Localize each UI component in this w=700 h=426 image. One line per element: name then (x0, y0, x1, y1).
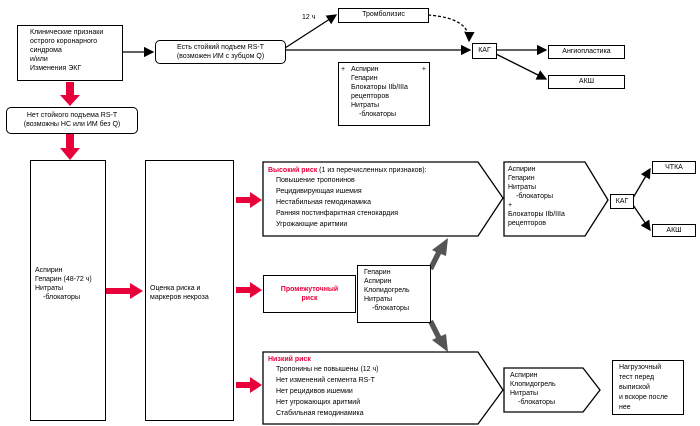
text: Блокаторы IIb/IIIa (351, 84, 408, 91)
text: Нитраты (508, 184, 537, 191)
low-risk-text (268, 355, 379, 419)
text: Есть стойкий подъем RS-T (177, 44, 264, 51)
text: нее (619, 404, 631, 411)
text: рецепторов (351, 93, 389, 100)
text: Клинические признаки (30, 29, 104, 36)
cabg-box-2: АКШ (652, 224, 696, 237)
text: Аспирин (510, 372, 538, 379)
start-box (17, 25, 123, 81)
high-risk-title: Высокий риск (268, 167, 318, 174)
text: и вскоре после (619, 394, 668, 401)
st-elevation-box (155, 40, 286, 64)
text: Нет стойкого подъема RS-T (26, 112, 118, 119)
ptca-box: ЧТКА (652, 161, 696, 174)
st-drugs-box (338, 62, 430, 126)
intermediate-risk-box: Промежуточный риск (263, 275, 356, 313)
intermediate-drugs-box (357, 265, 431, 323)
no-st-box (6, 107, 138, 134)
plus-sign: + (341, 66, 346, 73)
text: -блокаторы (516, 193, 553, 200)
text: Ранняя постинфарктная стенокардия (276, 210, 399, 217)
text: выпиской (619, 384, 650, 391)
stress-test-box (612, 360, 684, 415)
high-drugs-text (508, 165, 565, 228)
text: Гепарин (508, 175, 535, 182)
text: Аспирин (508, 166, 536, 173)
text: Оценка риска и (150, 285, 201, 292)
angioplasty-box: Ангиопластика (548, 45, 625, 59)
initial-therapy-box (30, 160, 106, 421)
text: Гепарин (364, 269, 391, 276)
text: Нет угрожающих аритмий (276, 399, 361, 406)
dashed-arrow (428, 15, 469, 41)
text: Аспирин (35, 267, 63, 274)
text: синдрома (30, 47, 62, 54)
hours-label: 12 ч (302, 14, 316, 21)
thrombolysis-box: Тромболизис (338, 8, 429, 23)
text: тест перед (619, 374, 655, 381)
text: рецепторов (508, 220, 546, 227)
text: Блокаторы IIb/IIIa (508, 211, 565, 218)
kag-box: КАГ (472, 43, 497, 59)
text: (1 из перечисленных признаков): (317, 167, 427, 174)
text: Стабильная гемодинамика (276, 410, 364, 417)
text: -блокаторы (43, 294, 80, 301)
text: (возможны НС или ИМ без Q) (23, 121, 121, 128)
text: маркеров некроза (150, 294, 209, 301)
text: -блокаторы (372, 305, 409, 312)
text: острого коронарного (30, 38, 98, 45)
grey-arrows (428, 238, 448, 352)
text: Изменения ЭКГ (30, 65, 82, 72)
cabg-box: АКШ (548, 75, 625, 89)
text: Клопидогрель (510, 381, 556, 388)
text: -блокаторы (518, 399, 555, 406)
text: Нитраты (35, 285, 64, 292)
text: Клопидогрель (364, 287, 410, 294)
kag-box-2: КАГ (610, 194, 634, 209)
text: -блокаторы (359, 111, 396, 118)
text: Нестабильная гемодинамика (276, 199, 372, 206)
low-risk-title: Низкий риск (268, 356, 311, 363)
text: Угрожающие аритмии (276, 221, 348, 228)
text: Повышение тропонинов (276, 177, 355, 184)
text: Нитраты (510, 390, 539, 397)
arrow-to-cabg2 (633, 205, 650, 230)
text: Нитраты (351, 102, 380, 109)
text: + (508, 202, 513, 209)
text: Аспирин (364, 278, 392, 285)
risk-assessment-box (145, 160, 234, 421)
text: и/или (30, 56, 48, 63)
text: Аспирин (351, 66, 379, 73)
text: Нет изменений сегмента RS-T (276, 377, 375, 384)
text: Тропонины не повышены (12 ч) (276, 366, 379, 373)
high-risk-text (268, 166, 426, 230)
text: Гепарин (351, 75, 378, 82)
plus-sign: + (421, 66, 426, 73)
text: Нитраты (364, 296, 393, 303)
text: Рецидивирующая ишемия (276, 188, 362, 195)
arrow-to-cabg (496, 54, 546, 79)
text: (возможен ИМ с зубцом Q) (176, 53, 265, 60)
low-drugs-text (510, 371, 556, 407)
text: Нагрузочный (619, 364, 662, 371)
text: Гепарин (48-72 ч) (35, 276, 92, 283)
text: Нет рецидивов ишемии (276, 388, 353, 395)
arrow-to-ptca (633, 169, 650, 198)
